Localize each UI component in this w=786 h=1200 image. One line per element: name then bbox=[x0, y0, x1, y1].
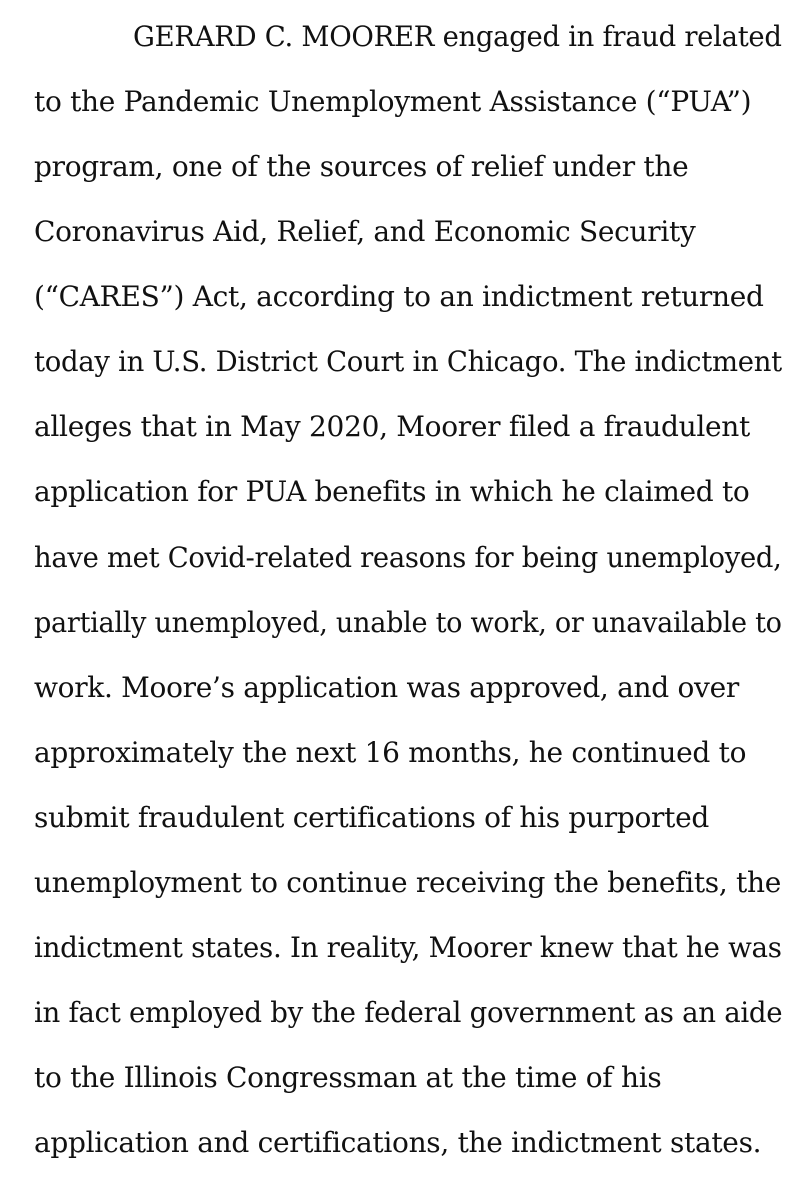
paragraph-line: Coronavirus Aid, Relief, and Economic Security bbox=[34, 215, 696, 248]
paragraph-line: to the Pandemic Unemployment Assistance (“PUA”) bbox=[34, 85, 752, 118]
paragraph-line: (“CARES”) Act, according to an indictment returned bbox=[34, 280, 764, 313]
paragraph-line: have met Covid-related reasons for being unemployed, bbox=[34, 541, 782, 574]
paragraph-line: submit fraudulent certifications of his purported bbox=[34, 801, 709, 834]
paragraph-line: program, one of the sources of relief under the bbox=[34, 150, 689, 183]
paragraph-line: alleges that in May 2020, Moorer filed a fraudulent bbox=[34, 410, 750, 443]
paragraph-line: GERARD C. MOORER engaged in fraud related bbox=[133, 20, 782, 53]
paragraph-line: unemployment to continue receiving the benefits, the bbox=[34, 866, 782, 899]
paragraph-line: indictment states. In reality, Moorer knew that he was bbox=[34, 931, 782, 964]
paragraph-line: today in U.S. District Court in Chicago. The indictment bbox=[34, 345, 782, 378]
paragraph-line: partially unemployed, unable to work, or unavailable to bbox=[34, 606, 782, 639]
paragraph-line: work. Moore’s application was approved, and over bbox=[34, 671, 739, 704]
paragraph-line: approximately the next 16 months, he continued to bbox=[34, 736, 747, 769]
paragraph-line: in fact employed by the federal government as an aide bbox=[34, 996, 783, 1029]
paragraph-line: application for PUA benefits in which he claimed to bbox=[34, 475, 750, 508]
paragraph-line: application and certifications, the indictment states. bbox=[34, 1126, 762, 1159]
paragraph-line: to the Illinois Congressman at the time of his bbox=[34, 1061, 662, 1094]
